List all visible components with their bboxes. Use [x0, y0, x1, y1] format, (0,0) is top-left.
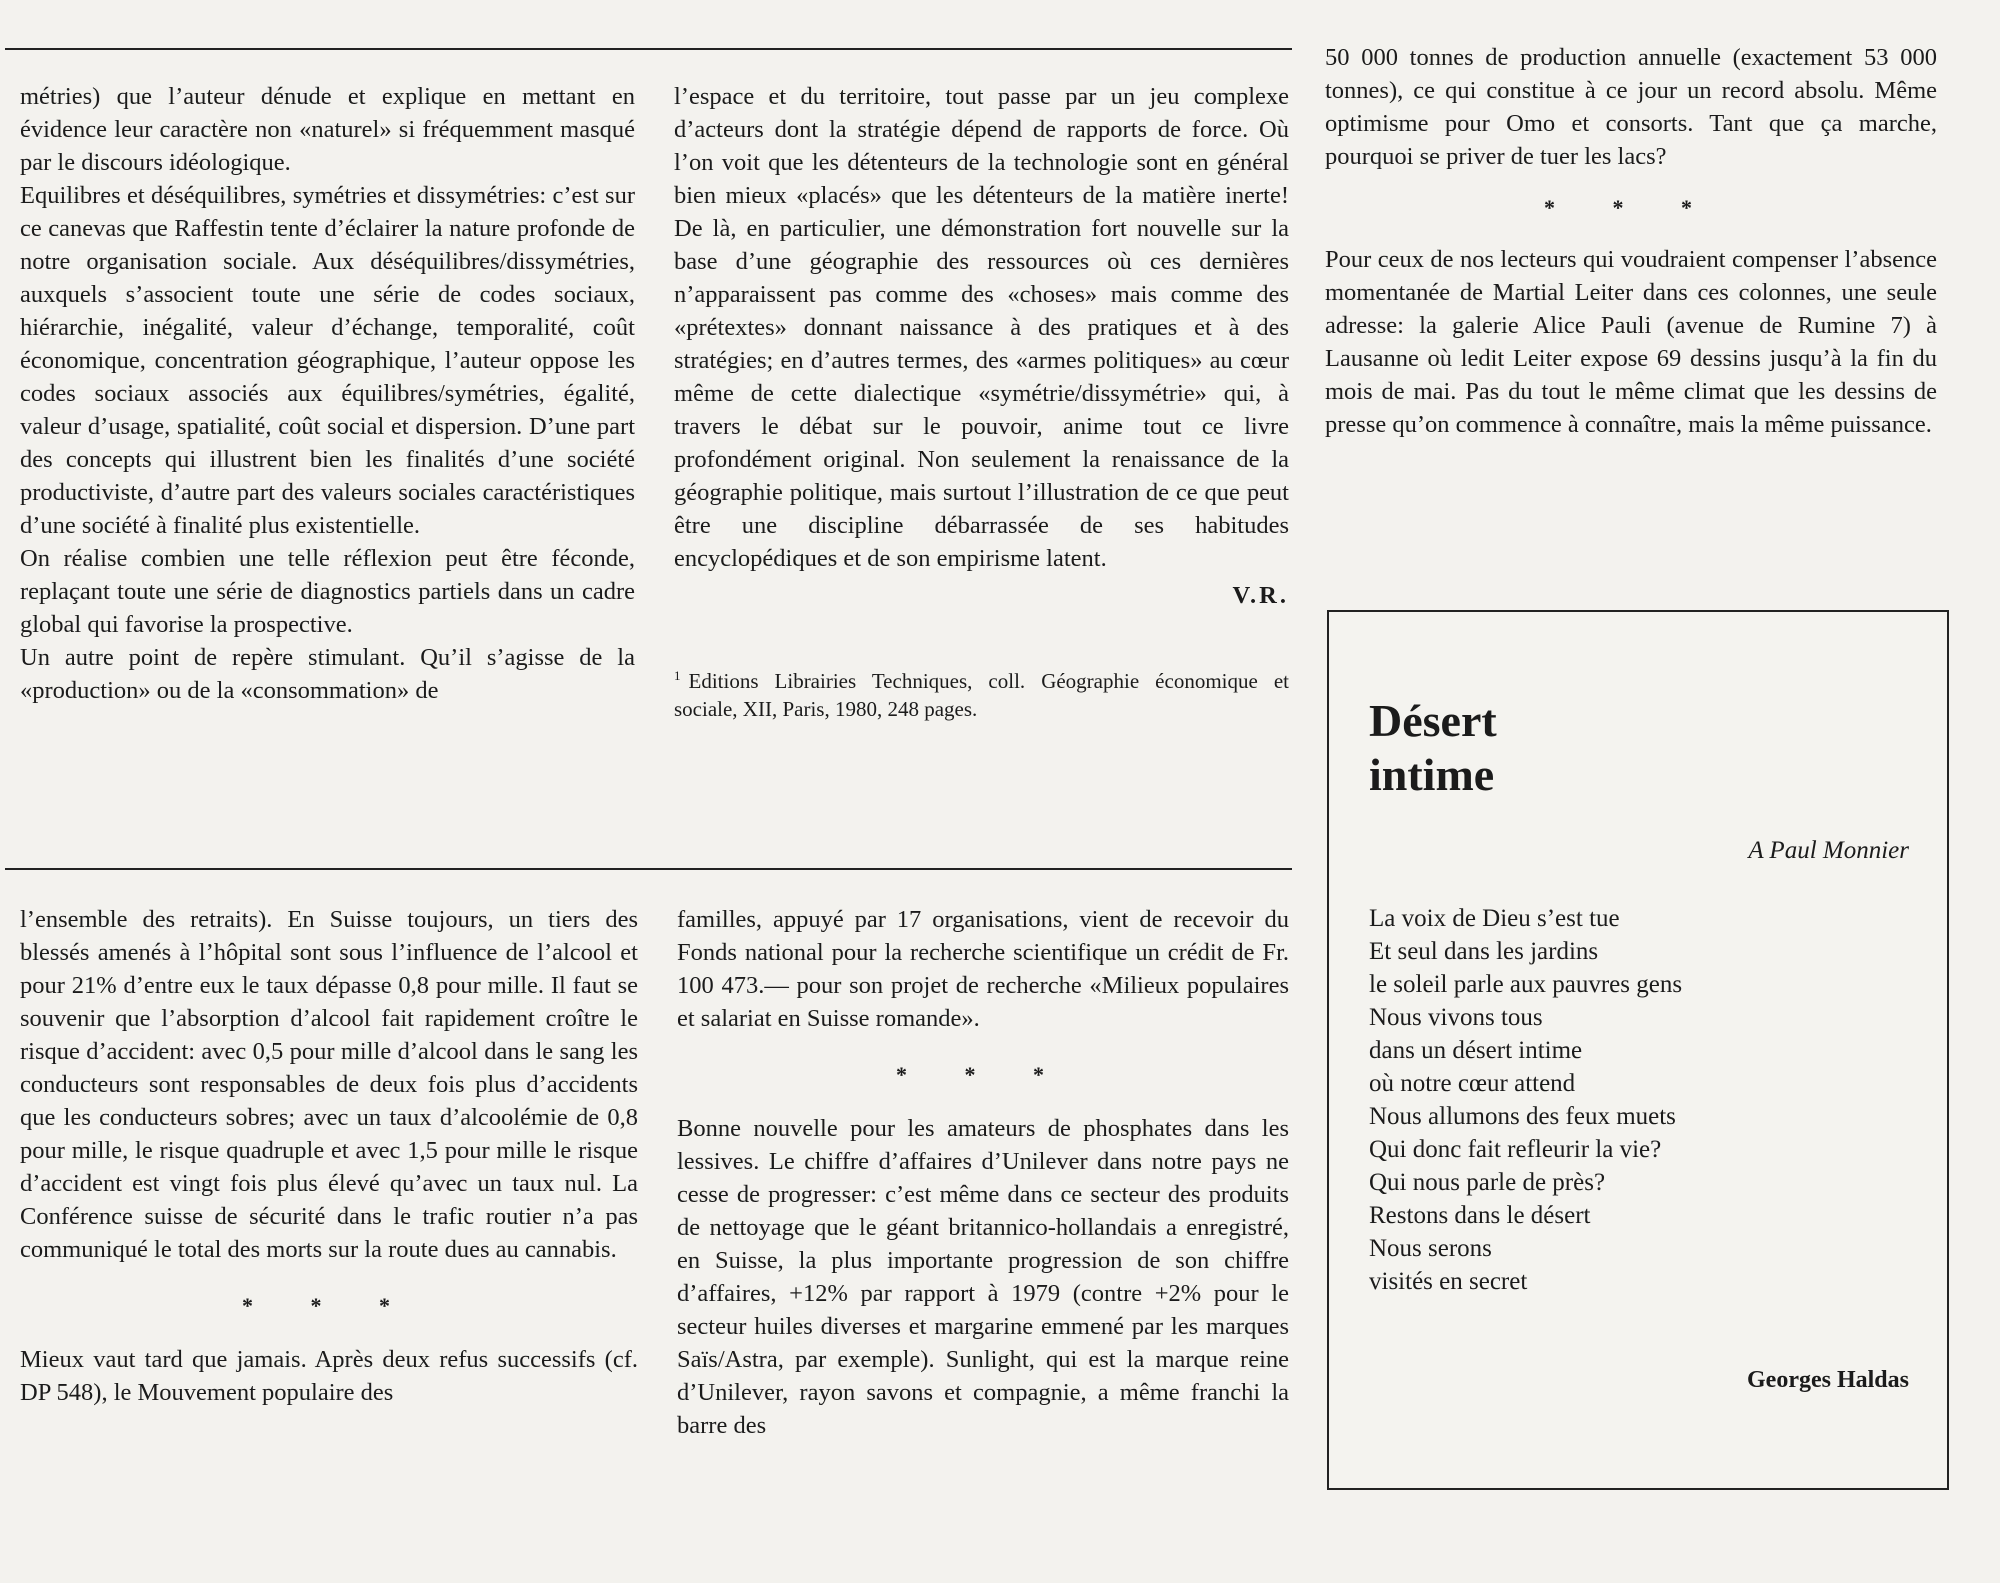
poem-line: le soleil parle aux pauvres gens [1369, 971, 1683, 998]
top-column-2 [674, 80, 1289, 723]
section-separator: * * * [1544, 195, 1718, 220]
poem-line: La voix de Dieu s’est tue [1369, 905, 1620, 932]
footnote-mark: 1 [674, 668, 681, 683]
section-separator: * * * [896, 1062, 1070, 1087]
poem-line: Restons dans le désert [1369, 1202, 1591, 1229]
bottom-column-2 [677, 903, 1289, 1442]
paragraph: Pour ceux de nos lecteurs qui voudraient compenser l’absence momentanée de Martial Leiter dans ces colonnes, une seule adresse: la galerie Alice Pauli (avenue de Rumine 7) à Lausanne où ledit Leiter expose 69 dessins jusqu’à la fin du mois de mai. Pas du tout le même climat que les dessins de presse qu’on commence à connaître, mais la même puissance. [1325, 246, 1937, 438]
poem-line: où notre cœur attend [1369, 1070, 1576, 1097]
middle-rule [5, 868, 1292, 870]
paragraph: Equilibres et déséquilibres, symétries et dissymétries: c’est sur ce canevas que Raffestin tente d’éclairer la nature profonde de notre organisation sociale. Aux déséquilibres/dissymétries, auxquels s’associent toute une série de codes sociaux, hiérarchie, inégalité, valeur d’échange, temporalité, coût économique, concentration géographique, l’auteur oppose les codes sociaux associés aux équilibres/symétries, égalité, valeur d’usage, spatialité, coût social et dispersion. D’une part des concepts qui illustrent bien les finalités d’une société productiviste, d’autre part des valeurs sociales caractéristiques d’une société à finalité plus existentielle. [20, 182, 635, 539]
paragraph: l’espace et du territoire, tout passe par un jeu complexe d’acteurs dont la stratégie dépend de rapports de force. Où l’on voit que les détenteurs de la technologie sont en général bien mieux «placés» que les détenteurs de la matière inerte! De là, en particulier, une démonstration fort nouvelle sur la base d’une géographie des ressources où ces dernières n’apparaissent pas comme des «choses» mais comme des «prétextes» donnant naissance à des pratiques et à des stratégies; en d’autres termes, des «armes politiques» au cœur même de cette dialectique «symétrie/dissymétrie» qui, à travers le débat sur le pouvoir, anime tout ce livre profondément original. Non seulement la renaissance de la géographie politique, mais surtout l’illustration de ce que peut être une discipline débarrassée de ses habitudes encyclopédiques et de son empirisme latent. [674, 83, 1289, 572]
paragraph: 50 000 tonnes de production annuelle (exactement 53 000 tonnes), ce qui constitue à ce jour un record absolu. Même optimisme pour Omo et consorts. Tant que ça marche, pourquoi se priver de tuer les lacs? [1325, 44, 1937, 170]
poem-line: Qui nous parle de près? [1369, 1169, 1606, 1196]
poem-line: Nous allumons des feux muets [1369, 1103, 1676, 1130]
paragraph: l’ensemble des retraits). En Suisse toujours, un tiers des blessés amenés à l’hôpital sont sous l’influence de l’alcool et pour 21% d’entre eux le taux dépasse 0,8 pour mille. Il faut se souvenir que l’absorption d’alcool fait rapidement croître le risque d’accident: avec 0,5 pour mille d’alcool dans le sang les conducteurs sont responsables de deux fois plus d’accidents que les conducteurs sobres; avec un taux d’alcoolémie de 0,8 pour mille, le risque quadruple et avec 1,5 pour mille le risque d’accident est vingt fois plus élevé qu’avec un taux nul. La Conférence suisse de sécurité dans le trafic routier n’a pas communiqué le total des morts sur la route dues au cannabis. [20, 906, 638, 1263]
right-column [1325, 41, 1937, 441]
poem-line: visités en secret [1369, 1268, 1528, 1295]
bottom-column-1 [20, 903, 638, 1409]
poem-box [1327, 610, 1949, 1490]
author-signature: V.R. [1232, 582, 1289, 609]
footnote-text: Editions Librairies Techniques, coll. Géographie économique et sociale, XII, Paris, 1980, 248 pages. [674, 669, 1289, 721]
section-separator: * * * [242, 1293, 416, 1318]
poem-dedication: A Paul Monnier [1748, 837, 1909, 864]
poem-line: Et seul dans les jardins [1369, 938, 1599, 965]
paragraph: familles, appuyé par 17 organisations, vient de recevoir du Fonds national pour la recherche scientifique un crédit de Fr. 100 473.— pour son projet de recherche «Milieux populaires et salariat en Suisse romande». [677, 906, 1289, 1032]
paragraph: Un autre point de repère stimulant. Qu’il s’agisse de la «production» ou de la «consommation» de [20, 644, 635, 704]
poem-title [1369, 694, 1497, 802]
paragraph: On réalise combien une telle réflexion peut être féconde, replaçant toute une série de diagnostics partiels dans un cadre global qui favorise la prospective. [20, 545, 635, 638]
paragraph: métries) que l’auteur dénude et explique en mettant en évidence leur caractère non «naturel» si fréquemment masqué par le discours idéologique. [20, 83, 635, 176]
poem-line: dans un désert intime [1369, 1037, 1583, 1064]
top-rule [5, 48, 1292, 50]
poem-title-line: intime [1369, 749, 1495, 800]
poem-line: Nous serons [1369, 1235, 1492, 1262]
top-column-1 [20, 80, 635, 707]
poem-title-line: Désert [1369, 695, 1497, 746]
poem-line: Nous vivons tous [1369, 1004, 1543, 1031]
footnote [674, 662, 1289, 723]
paragraph: Bonne nouvelle pour les amateurs de phosphates dans les lessives. Le chiffre d’affaires d’Unilever dans notre pays ne cesse de progresser: c’est même dans ce secteur des produits de nettoyage que le géant britannico-hollandais a enregistré, en Suisse, la plus importante progression de son chiffre d’affaires, +12% par rapport à 1979 (contre +2% pour le secteur huiles diverses et margarine emmené par les marques Saïs/Astra, par exemple). Sunlight, qui est la marque reine d’Unilever, rayon savons et compagnie, a même franchi la barre des [677, 1115, 1289, 1439]
poem-line: Qui donc fait refleurir la vie? [1369, 1136, 1662, 1163]
poem-author: Georges Haldas [1747, 1367, 1909, 1393]
paragraph: Mieux vaut tard que jamais. Après deux refus successifs (cf. DP 548), le Mouvement populaire des [20, 1346, 638, 1406]
poem-lines [1369, 902, 1682, 1298]
